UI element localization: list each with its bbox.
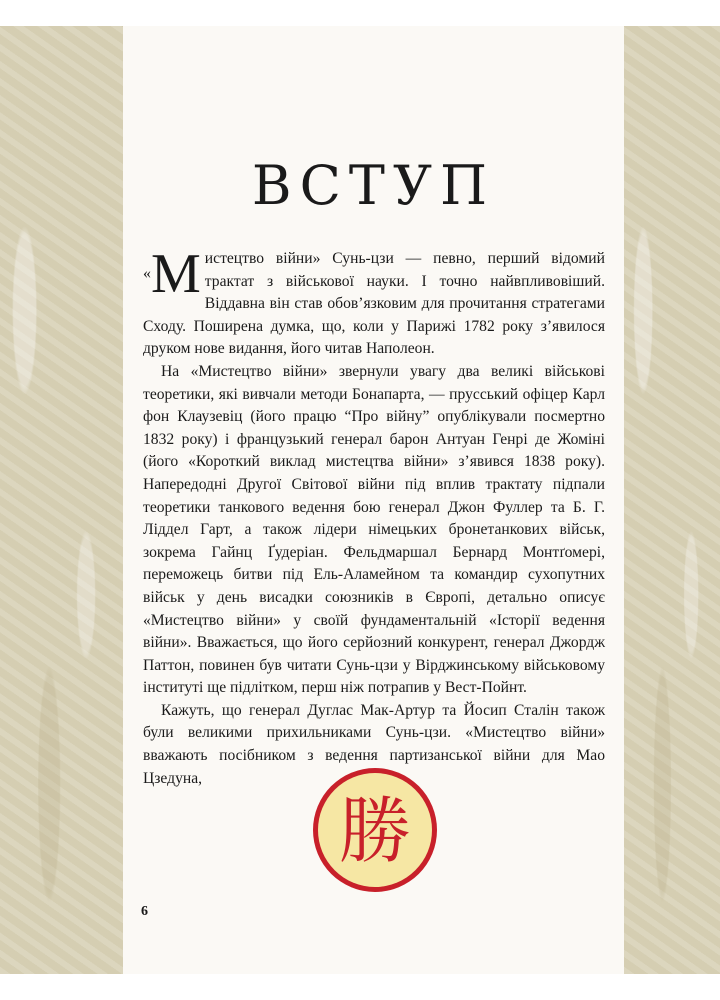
first-paragraph — [143, 243, 605, 361]
seal-character: 勝 — [338, 789, 412, 873]
decorative-border-right — [624, 26, 720, 974]
decorative-border-left — [0, 26, 123, 974]
first-paragraph-text: истецтво війни» Сунь-цзи — певно, перший відомий трактат з військової науки. І точно найвпливовіший. Віддавна він став обов’язковим для прочитання стратегами Сходу. Поширена думка, що, коли у Парижі 1782 року з’явилося друком нове видання, його читав Наполеон. — [143, 250, 605, 358]
body-text — [143, 243, 605, 790]
paragraph: На «Мистецтво війни» звернули увагу два великі військові теоретики, які вивчали методи Бонапарта, — прусський офіцер Карл фон Клаузевіц (його працю “Про війну” опублікували посмертно 1832 року) і французький генерал барон Антуан Генрі де Жоміні (його «Короткий виклад мистецтва війни» з’явився 1838 року). Напередодні Другої Світової війни під вплив трактату підпали теоретики танкового ведення бою генерал Джон Фуллер та Б. Г. Ліддел Гарт, а також лідери німецьких бронетанкових військ, зокрема Гайнц Ґудеріан. Фельдмаршал Бернард Монтґомері, переможець битви під Ель-Аламейном та командир сухопутних військ у день висадки союзників в Європі, детально описує «Мистецтво війни» у своїй фундаментальній «Історії ведення війни». Вважається, що його серйозний конкурент, генерал Джордж Паттон, повинен був читати Сунь-цзи у Вірджинському військовому інституті ще підлітком, перш ніж потрапив у Вест-Пойнт. — [143, 362, 605, 697]
drop-cap: «М — [143, 243, 201, 305]
victory-seal-icon — [309, 764, 441, 896]
page-number: 6 — [141, 904, 148, 919]
page-title: ВСТУП — [251, 154, 496, 217]
paragraph: Кажуть, що генерал Дуглас Мак-Артур та Йосип Сталін також були великими прихильниками Сунь-цзи. «Мистецтво війни» вважають посібником з ведення партизанської війни для Мао Цзедуна, — [143, 701, 605, 787]
open-quote: « — [143, 265, 151, 282]
book-page — [123, 26, 624, 974]
